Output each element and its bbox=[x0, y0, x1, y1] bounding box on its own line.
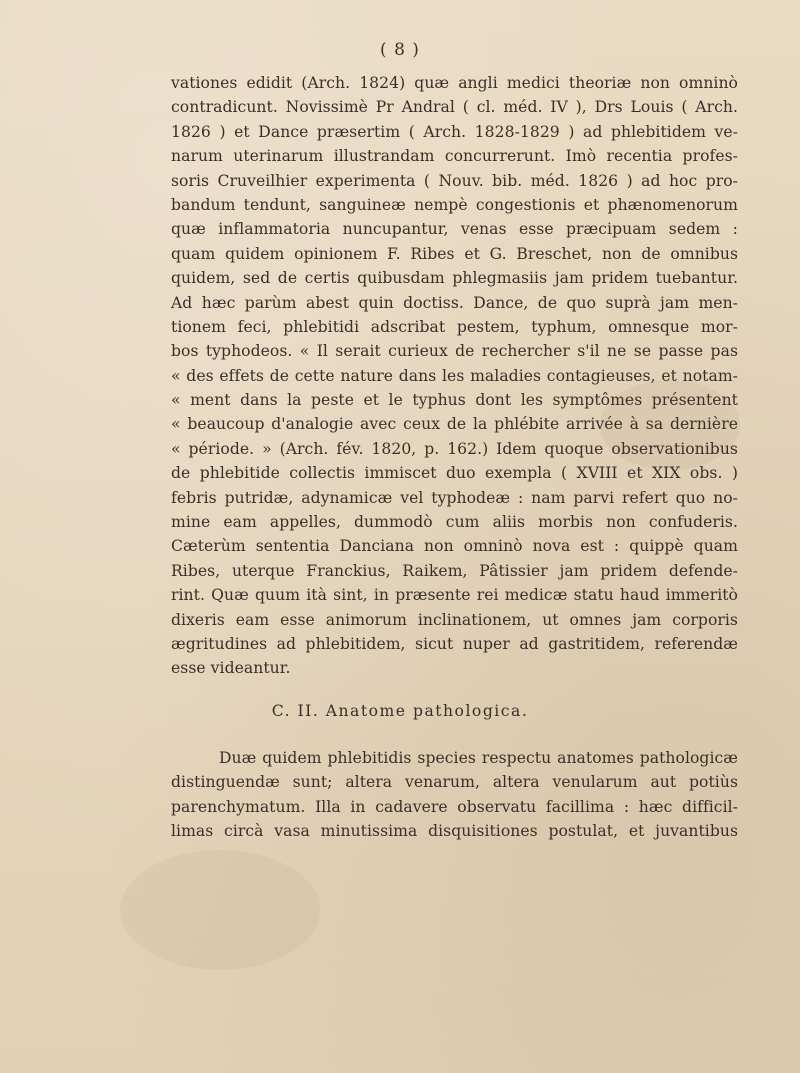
text-line: parenchymatum. Illa in cadavere observatu facillima : hæc difficil- bbox=[171, 797, 738, 816]
text-line: de phlebitide collectis immiscet duo exempla ( XVIII et XIX obs. ) bbox=[171, 464, 738, 483]
text-line: ægritudines ad phlebitidem, sicut nuper ad gastritidem, referendæ bbox=[171, 634, 738, 653]
text-line: Ad hæc parùm abest quin doctiss. Dance, de quo suprà jam men- bbox=[171, 293, 738, 312]
text-line: « des effets de cette nature dans les maladies contagieuses, et notam- bbox=[171, 366, 738, 385]
text-line: vationes edidit (Arch. 1824) quæ angli medici theoriæ non omninò bbox=[171, 74, 738, 92]
text-line: « période. » (Arch. fév. 1820, p. 162.) Idem quoque observationibus bbox=[171, 439, 738, 458]
paper-stain bbox=[120, 850, 320, 970]
paragraph-2 bbox=[171, 746, 738, 844]
text-line: contradicunt. Novissimè Pr Andral ( cl. méd. IV ), Drs Louis ( Arch. bbox=[171, 98, 738, 117]
text-line: « beaucoup d'analogie avec ceux de la phlébite arrivée à sa dernière bbox=[171, 415, 738, 434]
text-line: bos typhodeos. « Il serait curieux de rechercher s'il ne se passe pas bbox=[171, 342, 738, 361]
text-line: quidem, sed de certis quibusdam phlegmasiis jam pridem tuebantur. bbox=[171, 269, 738, 288]
text-line: « ment dans la peste et le typhus dont les symptômes présentent bbox=[171, 391, 738, 410]
text-line: quæ inflammatoria nuncupantur, venas esse præcipuam sedem : bbox=[171, 220, 738, 239]
text-line: soris Cruveilhier experimenta ( Nouv. bib. méd. 1826 ) ad hoc pro- bbox=[171, 171, 738, 190]
text-line: mine eam appelles, dummodò cum aliis morbis non confuderis. bbox=[171, 513, 738, 532]
text-line: distinguendæ sunt; altera venarum, altera venularum aut potiùs bbox=[171, 773, 738, 792]
paragraph-1 bbox=[171, 71, 738, 681]
text-line: Cæterùm sententia Danciana non omninò nova est : quippè quam bbox=[171, 537, 738, 556]
text-line: dixeris eam esse animorum inclinationem, ut omnes jam corporis bbox=[171, 610, 738, 629]
page-number: ( 8 ) bbox=[380, 40, 420, 60]
text-line: febris putridæ, adynamicæ vel typhodeæ : nam parvi refert quo no- bbox=[171, 488, 738, 507]
text-line: Ribes, uterque Franckius, Raikem, Pâtissier jam pridem defende- bbox=[171, 561, 738, 580]
text-line: limas circà vasa minutissima disquisitiones postulat, et juvantibus bbox=[171, 822, 738, 841]
text-line: quam quidem opinionem F. Ribes et G. Breschet, non de omnibus bbox=[171, 244, 738, 263]
text-line: Duæ quidem phlebitidis species respectu anatomes pathologicæ bbox=[219, 749, 738, 767]
text-line: narum uterinarum illustrandam concurrerunt. Imò recentia profes- bbox=[171, 147, 738, 166]
section-heading: C. II. Anatome pathologica. bbox=[271, 702, 529, 720]
text-line: bandum tendunt, sanguineæ nempè congestionis et phænomenorum bbox=[171, 195, 738, 214]
text-line: rint. Quæ quum ità sint, in præsente rei medicæ statu haud immeritò bbox=[171, 586, 738, 605]
text-line: 1826 ) et Dance præsertim ( Arch. 1828-1829 ) ad phlebitidem ve- bbox=[171, 122, 738, 141]
text-line: tionem feci, phlebitidi adscribat pestem, typhum, omnesque mor- bbox=[171, 317, 738, 336]
text-line: esse videantur. bbox=[171, 659, 291, 678]
